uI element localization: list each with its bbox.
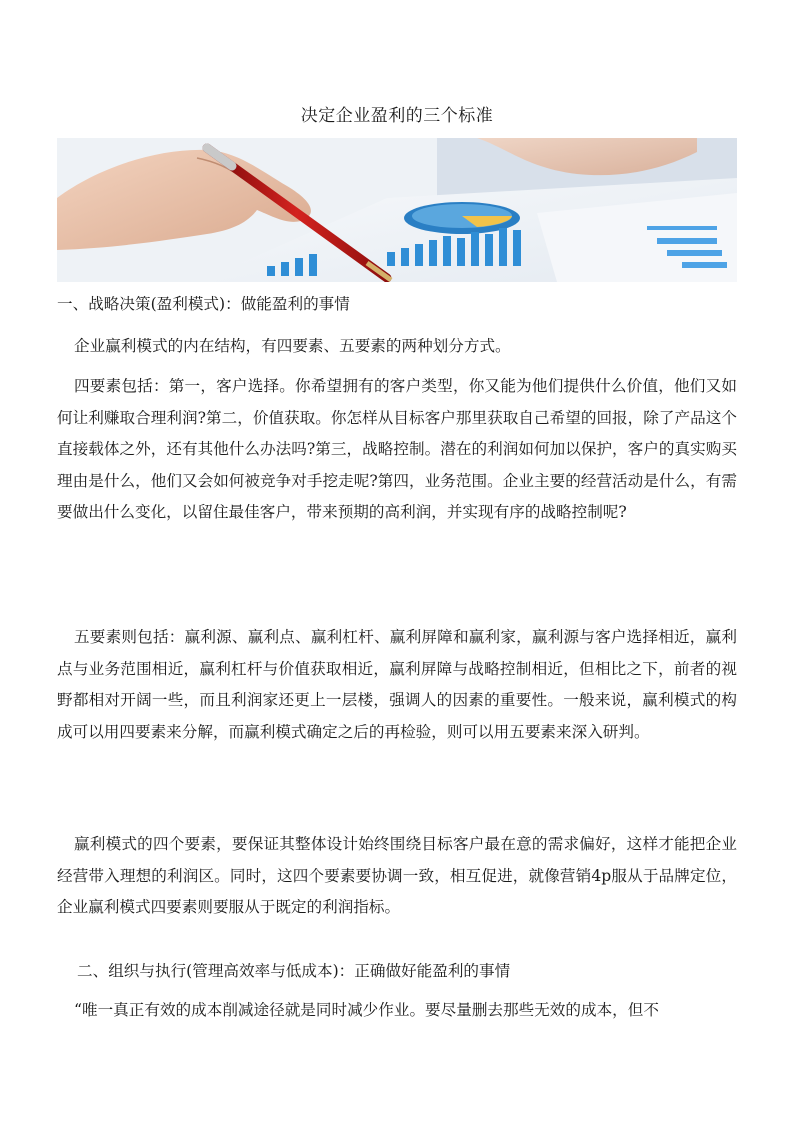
paragraph-2	[57, 371, 737, 529]
paragraph-2-text: 四要素包括：第一，客户选择。你希望拥有的客户类型，你又能为他们提供什么价值，他们又如何让利赚取合理利润?第二，价值获取。你怎样从目标客户那里获取自己希望的回报，除了产品这个直接载体之外，还有其他什么办法吗?第三，战略控制。潜在的利润如何加以保护，客户的真实购买理由是什么，他们又会如何被竞争对手挖走呢?第四，业务范围。企业主要的经营活动是什么，有需要做出什么变化，以留住最佳客户，带来预期的高利润，并实现有序的战略控制呢?	[57, 377, 737, 522]
section-heading-2	[57, 956, 737, 988]
paragraph-1-text: 企业赢利模式的内在结构，有四要素、五要素的两种划分方式。	[74, 337, 511, 355]
paragraph-1	[57, 331, 737, 363]
paragraph-3	[57, 622, 737, 748]
paragraph-4-text: 赢利模式的四个要素，要保证其整体设计始终围绕目标客户最在意的需求偏好，这样才能把企业经营带入理想的利润区。同时，这四个要素要协调一致，相互促进，就像营销4p服从于品牌定位，企业赢利模式四要素则要服从于既定的利润指标。	[57, 835, 737, 917]
section-heading-1	[57, 289, 737, 321]
banner-image	[57, 138, 737, 282]
paragraph-5-text: “唯一真正有效的成本削减途径就是同时减少作业。要尽量删去那些无效的成本，但不	[74, 1001, 659, 1019]
paragraph-3-text: 五要素则包括：赢利源、赢利点、赢利杠杆、赢利屏障和赢利家，赢利源与客户选择相近，赢利点与业务范围相近，赢利杠杆与价值获取相近，赢利屏障与战略控制相近，但相比之下，前者的视野都相对开阔一些，而且利润家还更上一层楼，强调人的因素的重要性。一般来说，赢利模式的构成可以用四要素来分解，而赢利模式确定之后的再检验，则可以用五要素来深入研判。	[57, 628, 737, 741]
section-heading-2-text: 二、组织与执行(管理高效率与低成本)：正确做好能盈利的事情	[77, 962, 511, 980]
paragraph-5	[57, 995, 737, 1027]
section-heading-1-text: 一、战略决策(盈利模式)：做能盈利的事情	[57, 295, 350, 313]
document-title: 决定企业盈利的三个标准	[300, 106, 494, 126]
paragraph-4	[57, 829, 737, 924]
